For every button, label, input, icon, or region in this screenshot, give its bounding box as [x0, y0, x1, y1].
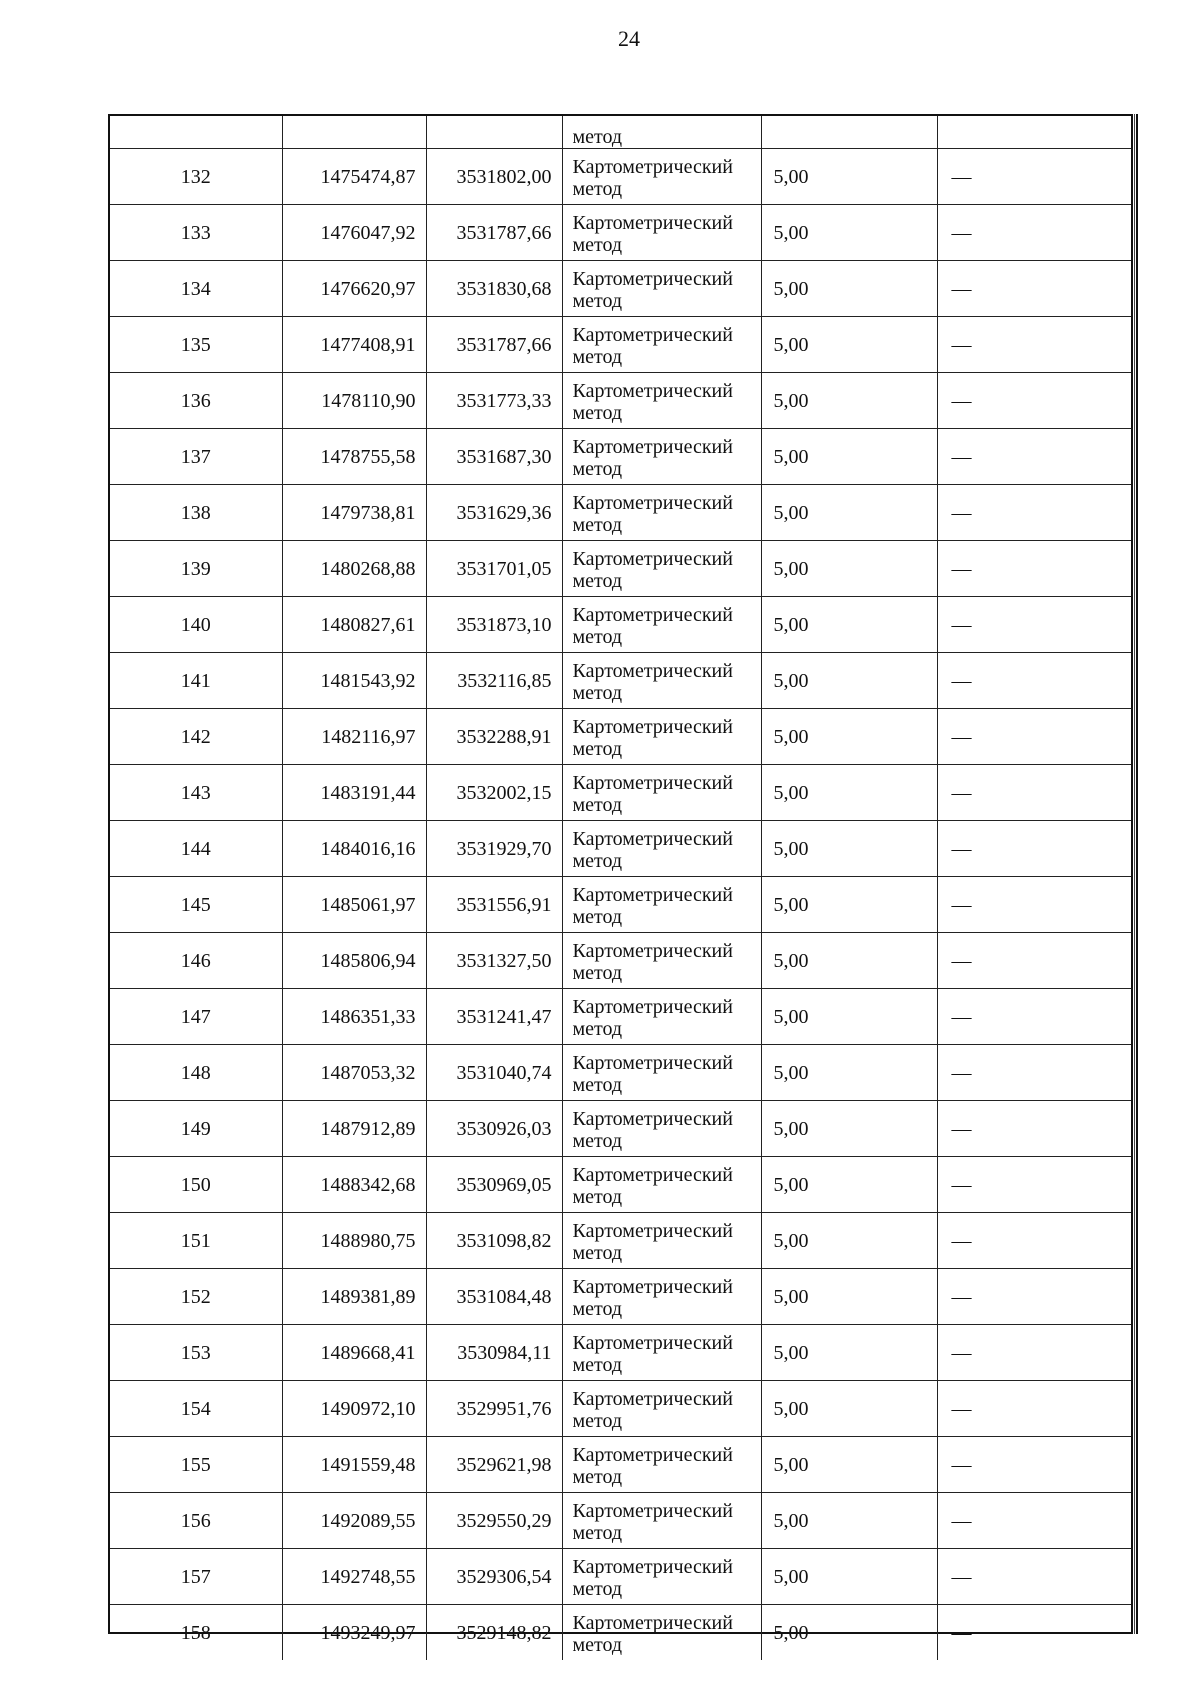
method-line-1: Картометрический	[572, 827, 733, 850]
point-number: 150	[110, 1157, 282, 1213]
method-line-1: Картометрический	[572, 547, 733, 570]
accuracy-value: 5,00	[761, 1269, 937, 1325]
dash-cell	[937, 317, 1132, 373]
method-cell	[562, 317, 761, 373]
table-row	[110, 541, 1132, 597]
method-line-2: метод	[572, 569, 623, 592]
coordinate-y: 3531040,74	[426, 1045, 562, 1101]
coordinate-x: 1482116,97	[282, 709, 426, 765]
coordinates-table-frame	[108, 114, 1132, 1656]
table-row	[110, 1605, 1132, 1661]
method-line-2: метод	[572, 1017, 623, 1040]
method-cell	[562, 1493, 761, 1549]
method-line-2: метод	[572, 401, 623, 424]
point-number: 154	[110, 1381, 282, 1437]
method-line-2: метод	[572, 849, 623, 872]
method-cell	[562, 989, 761, 1045]
dash-cell	[937, 653, 1132, 709]
method-tail: метод	[572, 126, 623, 148]
coordinate-x: 1492089,55	[282, 1493, 426, 1549]
cell-accuracy	[761, 116, 937, 149]
accuracy-value: 5,00	[761, 1213, 937, 1269]
coordinate-y: 3531556,91	[426, 877, 562, 933]
table-row	[110, 1493, 1132, 1549]
dash-cell	[937, 765, 1132, 821]
accuracy-value: 5,00	[761, 933, 937, 989]
dash-mark: —	[951, 1005, 972, 1028]
coordinate-x: 1481543,92	[282, 653, 426, 709]
cell-y	[426, 116, 562, 149]
coordinate-y: 3532288,91	[426, 709, 562, 765]
table-row	[110, 1549, 1132, 1605]
table-row	[110, 933, 1132, 989]
accuracy-value: 5,00	[761, 149, 937, 205]
method-line-1: Картометрический	[572, 267, 733, 290]
dash-mark: —	[951, 1453, 972, 1476]
table-row	[110, 765, 1132, 821]
accuracy-value: 5,00	[761, 1101, 937, 1157]
coordinates-table	[110, 116, 1132, 1660]
dash-mark: —	[951, 893, 972, 916]
method-line-1: Картометрический	[572, 715, 733, 738]
method-line-2: метод	[572, 681, 623, 704]
coordinate-y: 3531629,36	[426, 485, 562, 541]
method-cell	[562, 709, 761, 765]
method-line-1: Картометрический	[572, 1163, 733, 1186]
table-row	[110, 205, 1132, 261]
method-cell	[562, 821, 761, 877]
dash-mark: —	[951, 837, 972, 860]
table-row	[110, 1213, 1132, 1269]
method-line-2: метод	[572, 513, 623, 536]
point-number: 133	[110, 205, 282, 261]
dash-cell	[937, 1325, 1132, 1381]
coordinate-y: 3531873,10	[426, 597, 562, 653]
point-number: 146	[110, 933, 282, 989]
dash-cell	[937, 1045, 1132, 1101]
dash-mark: —	[951, 1285, 972, 1308]
coordinate-x: 1478110,90	[282, 373, 426, 429]
method-line-1: Картометрический	[572, 1275, 733, 1298]
coordinate-y: 3531802,00	[426, 149, 562, 205]
table-row	[110, 373, 1132, 429]
coordinate-x: 1489668,41	[282, 1325, 426, 1381]
dash-cell	[937, 821, 1132, 877]
table-row	[110, 821, 1132, 877]
dash-mark: —	[951, 221, 972, 244]
coordinate-x: 1480268,88	[282, 541, 426, 597]
dash-mark: —	[951, 389, 972, 412]
dash-mark: —	[951, 445, 972, 468]
table-row	[110, 261, 1132, 317]
method-line-1: Картометрический	[572, 1219, 733, 1242]
coordinate-x: 1483191,44	[282, 765, 426, 821]
method-line-2: метод	[572, 1465, 623, 1488]
dash-cell	[937, 541, 1132, 597]
coordinate-y: 3529148,82	[426, 1605, 562, 1661]
accuracy-value: 5,00	[761, 653, 937, 709]
cell-number	[110, 116, 282, 149]
dash-cell	[937, 1605, 1132, 1661]
dash-mark: —	[951, 1397, 972, 1420]
dash-mark: —	[951, 277, 972, 300]
dash-mark: —	[951, 333, 972, 356]
method-line-2: метод	[572, 1297, 623, 1320]
table-row	[110, 485, 1132, 541]
method-line-1: Картометрический	[572, 939, 733, 962]
point-number: 144	[110, 821, 282, 877]
dash-mark: —	[951, 613, 972, 636]
coordinate-x: 1491559,48	[282, 1437, 426, 1493]
table-row	[110, 1045, 1132, 1101]
dash-cell	[937, 205, 1132, 261]
point-number: 155	[110, 1437, 282, 1493]
dash-cell	[937, 373, 1132, 429]
method-line-1: Картометрический	[572, 491, 733, 514]
coordinate-x: 1477408,91	[282, 317, 426, 373]
method-line-1: Картометрический	[572, 771, 733, 794]
table-row	[110, 709, 1132, 765]
accuracy-value: 5,00	[761, 1437, 937, 1493]
dash-mark: —	[951, 949, 972, 972]
method-cell	[562, 373, 761, 429]
dash-mark: —	[951, 725, 972, 748]
point-number: 157	[110, 1549, 282, 1605]
method-line-2: метод	[572, 625, 623, 648]
point-number: 135	[110, 317, 282, 373]
accuracy-value: 5,00	[761, 1549, 937, 1605]
method-line-1: Картометрический	[572, 659, 733, 682]
point-number: 136	[110, 373, 282, 429]
coordinate-y: 3531830,68	[426, 261, 562, 317]
dash-mark: —	[951, 1117, 972, 1140]
dash-cell	[937, 1381, 1132, 1437]
accuracy-value: 5,00	[761, 1493, 937, 1549]
table-right-border	[1131, 114, 1138, 1634]
coordinate-y: 3530969,05	[426, 1157, 562, 1213]
accuracy-value: 5,00	[761, 1045, 937, 1101]
method-line-2: метод	[572, 177, 623, 200]
dash-mark: —	[951, 1061, 972, 1084]
table-row	[110, 1101, 1132, 1157]
table-row	[110, 877, 1132, 933]
dash-mark: —	[951, 1229, 972, 1252]
accuracy-value: 5,00	[761, 1381, 937, 1437]
cell-dash	[937, 116, 1132, 149]
coordinate-x: 1492748,55	[282, 1549, 426, 1605]
coordinate-y: 3531787,66	[426, 205, 562, 261]
dash-cell	[937, 1493, 1132, 1549]
accuracy-value: 5,00	[761, 765, 937, 821]
coordinate-x: 1480827,61	[282, 597, 426, 653]
point-number: 143	[110, 765, 282, 821]
accuracy-value: 5,00	[761, 485, 937, 541]
method-line-2: метод	[572, 1633, 623, 1656]
method-line-1: Картометрический	[572, 379, 733, 402]
dash-mark: —	[951, 1621, 972, 1644]
method-line-2: метод	[572, 1409, 623, 1432]
dash-mark: —	[951, 1509, 972, 1532]
dash-mark: —	[951, 165, 972, 188]
method-line-1: Картометрический	[572, 211, 733, 234]
dash-cell	[937, 1437, 1132, 1493]
method-cell	[562, 541, 761, 597]
continuation-row	[110, 116, 1132, 149]
method-cell	[562, 261, 761, 317]
point-number: 151	[110, 1213, 282, 1269]
point-number: 141	[110, 653, 282, 709]
method-line-2: метод	[572, 345, 623, 368]
dash-cell	[937, 1549, 1132, 1605]
coordinate-y: 3532002,15	[426, 765, 562, 821]
dash-mark: —	[951, 781, 972, 804]
dash-mark: —	[951, 1173, 972, 1196]
point-number: 140	[110, 597, 282, 653]
point-number: 139	[110, 541, 282, 597]
accuracy-value: 5,00	[761, 317, 937, 373]
dash-mark: —	[951, 557, 972, 580]
accuracy-value: 5,00	[761, 877, 937, 933]
table-row	[110, 317, 1132, 373]
dash-cell	[937, 933, 1132, 989]
accuracy-value: 5,00	[761, 1325, 937, 1381]
dash-mark: —	[951, 501, 972, 524]
coordinate-y: 3529951,76	[426, 1381, 562, 1437]
dash-cell	[937, 709, 1132, 765]
dash-cell	[937, 485, 1132, 541]
method-line-2: метод	[572, 905, 623, 928]
coordinate-y: 3529550,29	[426, 1493, 562, 1549]
dash-cell	[937, 597, 1132, 653]
table-row	[110, 989, 1132, 1045]
coordinate-x: 1488342,68	[282, 1157, 426, 1213]
coordinate-y: 3532116,85	[426, 653, 562, 709]
coordinate-x: 1487912,89	[282, 1101, 426, 1157]
method-line-1: Картометрический	[572, 155, 733, 178]
method-line-1: Картометрический	[572, 1443, 733, 1466]
method-line-1: Картометрический	[572, 1331, 733, 1354]
accuracy-value: 5,00	[761, 429, 937, 485]
table-row	[110, 1381, 1132, 1437]
method-line-2: метод	[572, 1241, 623, 1264]
method-line-1: Картометрический	[572, 1107, 733, 1130]
table-row	[110, 1325, 1132, 1381]
coordinate-x: 1484016,16	[282, 821, 426, 877]
point-number: 158	[110, 1605, 282, 1661]
coordinate-y: 3530984,11	[426, 1325, 562, 1381]
dash-cell	[937, 1213, 1132, 1269]
method-line-2: метод	[572, 961, 623, 984]
table-row	[110, 1437, 1132, 1493]
coordinate-x: 1476047,92	[282, 205, 426, 261]
coordinate-y: 3531687,30	[426, 429, 562, 485]
method-cell	[562, 765, 761, 821]
coordinate-y: 3530926,03	[426, 1101, 562, 1157]
point-number: 138	[110, 485, 282, 541]
method-line-2: метод	[572, 289, 623, 312]
coordinate-y: 3531084,48	[426, 1269, 562, 1325]
method-cell	[562, 1213, 761, 1269]
method-line-1: Картометрический	[572, 603, 733, 626]
method-line-2: метод	[572, 1353, 623, 1376]
coordinate-y: 3531327,50	[426, 933, 562, 989]
accuracy-value: 5,00	[761, 597, 937, 653]
accuracy-value: 5,00	[761, 205, 937, 261]
coordinate-x: 1476620,97	[282, 261, 426, 317]
dash-mark: —	[951, 1341, 972, 1364]
page-number: 24	[618, 26, 640, 51]
point-number: 148	[110, 1045, 282, 1101]
accuracy-value: 5,00	[761, 261, 937, 317]
coordinate-x: 1485806,94	[282, 933, 426, 989]
method-cell	[562, 1101, 761, 1157]
method-line-1: Картометрический	[572, 323, 733, 346]
coordinate-x: 1488980,75	[282, 1213, 426, 1269]
cell-x	[282, 116, 426, 149]
accuracy-value: 5,00	[761, 989, 937, 1045]
method-cell	[562, 933, 761, 989]
coordinate-y: 3531773,33	[426, 373, 562, 429]
coordinate-y: 3531701,05	[426, 541, 562, 597]
accuracy-value: 5,00	[761, 709, 937, 765]
accuracy-value: 5,00	[761, 1157, 937, 1213]
point-number: 156	[110, 1493, 282, 1549]
method-line-2: метод	[572, 1129, 623, 1152]
coordinate-x: 1490972,10	[282, 1381, 426, 1437]
coordinate-y: 3529621,98	[426, 1437, 562, 1493]
method-line-2: метод	[572, 1073, 623, 1096]
method-cell	[562, 1381, 761, 1437]
method-cell	[562, 1325, 761, 1381]
point-number: 132	[110, 149, 282, 205]
coordinate-x: 1486351,33	[282, 989, 426, 1045]
table-row	[110, 597, 1132, 653]
table-row	[110, 1157, 1132, 1213]
method-line-2: метод	[572, 233, 623, 256]
table-body	[110, 116, 1132, 1660]
dash-cell	[937, 989, 1132, 1045]
method-cell	[562, 1045, 761, 1101]
method-cell	[562, 149, 761, 205]
coordinate-x: 1478755,58	[282, 429, 426, 485]
coordinate-x: 1493249,97	[282, 1605, 426, 1661]
table-row	[110, 653, 1132, 709]
method-line-1: Картометрический	[572, 883, 733, 906]
method-line-1: Картометрический	[572, 1051, 733, 1074]
dash-cell	[937, 877, 1132, 933]
coordinate-x: 1487053,32	[282, 1045, 426, 1101]
accuracy-value: 5,00	[761, 821, 937, 877]
accuracy-value: 5,00	[761, 373, 937, 429]
dash-mark: —	[951, 669, 972, 692]
coordinate-y: 3531098,82	[426, 1213, 562, 1269]
point-number: 153	[110, 1325, 282, 1381]
point-number: 142	[110, 709, 282, 765]
method-cell	[562, 1269, 761, 1325]
coordinate-x: 1485061,97	[282, 877, 426, 933]
method-cell	[562, 1605, 761, 1661]
method-cell	[562, 1437, 761, 1493]
method-line-2: метод	[572, 457, 623, 480]
method-line-2: метод	[572, 1577, 623, 1600]
dash-cell	[937, 1157, 1132, 1213]
method-cell	[562, 653, 761, 709]
point-number: 152	[110, 1269, 282, 1325]
cell-method	[562, 116, 761, 149]
method-cell	[562, 485, 761, 541]
method-line-1: Картометрический	[572, 435, 733, 458]
dash-cell	[937, 1269, 1132, 1325]
point-number: 147	[110, 989, 282, 1045]
table-row	[110, 429, 1132, 485]
coordinate-y: 3529306,54	[426, 1549, 562, 1605]
dash-cell	[937, 261, 1132, 317]
point-number: 145	[110, 877, 282, 933]
method-line-1: Картометрический	[572, 1387, 733, 1410]
dash-mark: —	[951, 1565, 972, 1588]
method-cell	[562, 877, 761, 933]
coordinate-x: 1475474,87	[282, 149, 426, 205]
method-cell	[562, 1157, 761, 1213]
method-line-2: метод	[572, 793, 623, 816]
point-number: 134	[110, 261, 282, 317]
dash-cell	[937, 1101, 1132, 1157]
method-cell	[562, 429, 761, 485]
coordinate-x: 1479738,81	[282, 485, 426, 541]
method-line-1: Картометрический	[572, 1499, 733, 1522]
method-line-2: метод	[572, 1521, 623, 1544]
method-line-2: метод	[572, 1185, 623, 1208]
dash-cell	[937, 429, 1132, 485]
table-row	[110, 1269, 1132, 1325]
table-row	[110, 149, 1132, 205]
accuracy-value: 5,00	[761, 1605, 937, 1661]
dash-cell	[937, 149, 1132, 205]
coordinate-x: 1489381,89	[282, 1269, 426, 1325]
coordinate-y: 3531241,47	[426, 989, 562, 1045]
method-line-1: Картометрический	[572, 1555, 733, 1578]
method-cell	[562, 1549, 761, 1605]
method-cell	[562, 205, 761, 261]
point-number: 137	[110, 429, 282, 485]
point-number: 149	[110, 1101, 282, 1157]
method-line-1: Картометрический	[572, 995, 733, 1018]
method-line-2: метод	[572, 737, 623, 760]
accuracy-value: 5,00	[761, 541, 937, 597]
method-line-1: Картометрический	[572, 1611, 733, 1634]
method-cell	[562, 597, 761, 653]
coordinate-y: 3531929,70	[426, 821, 562, 877]
coordinate-y: 3531787,66	[426, 317, 562, 373]
